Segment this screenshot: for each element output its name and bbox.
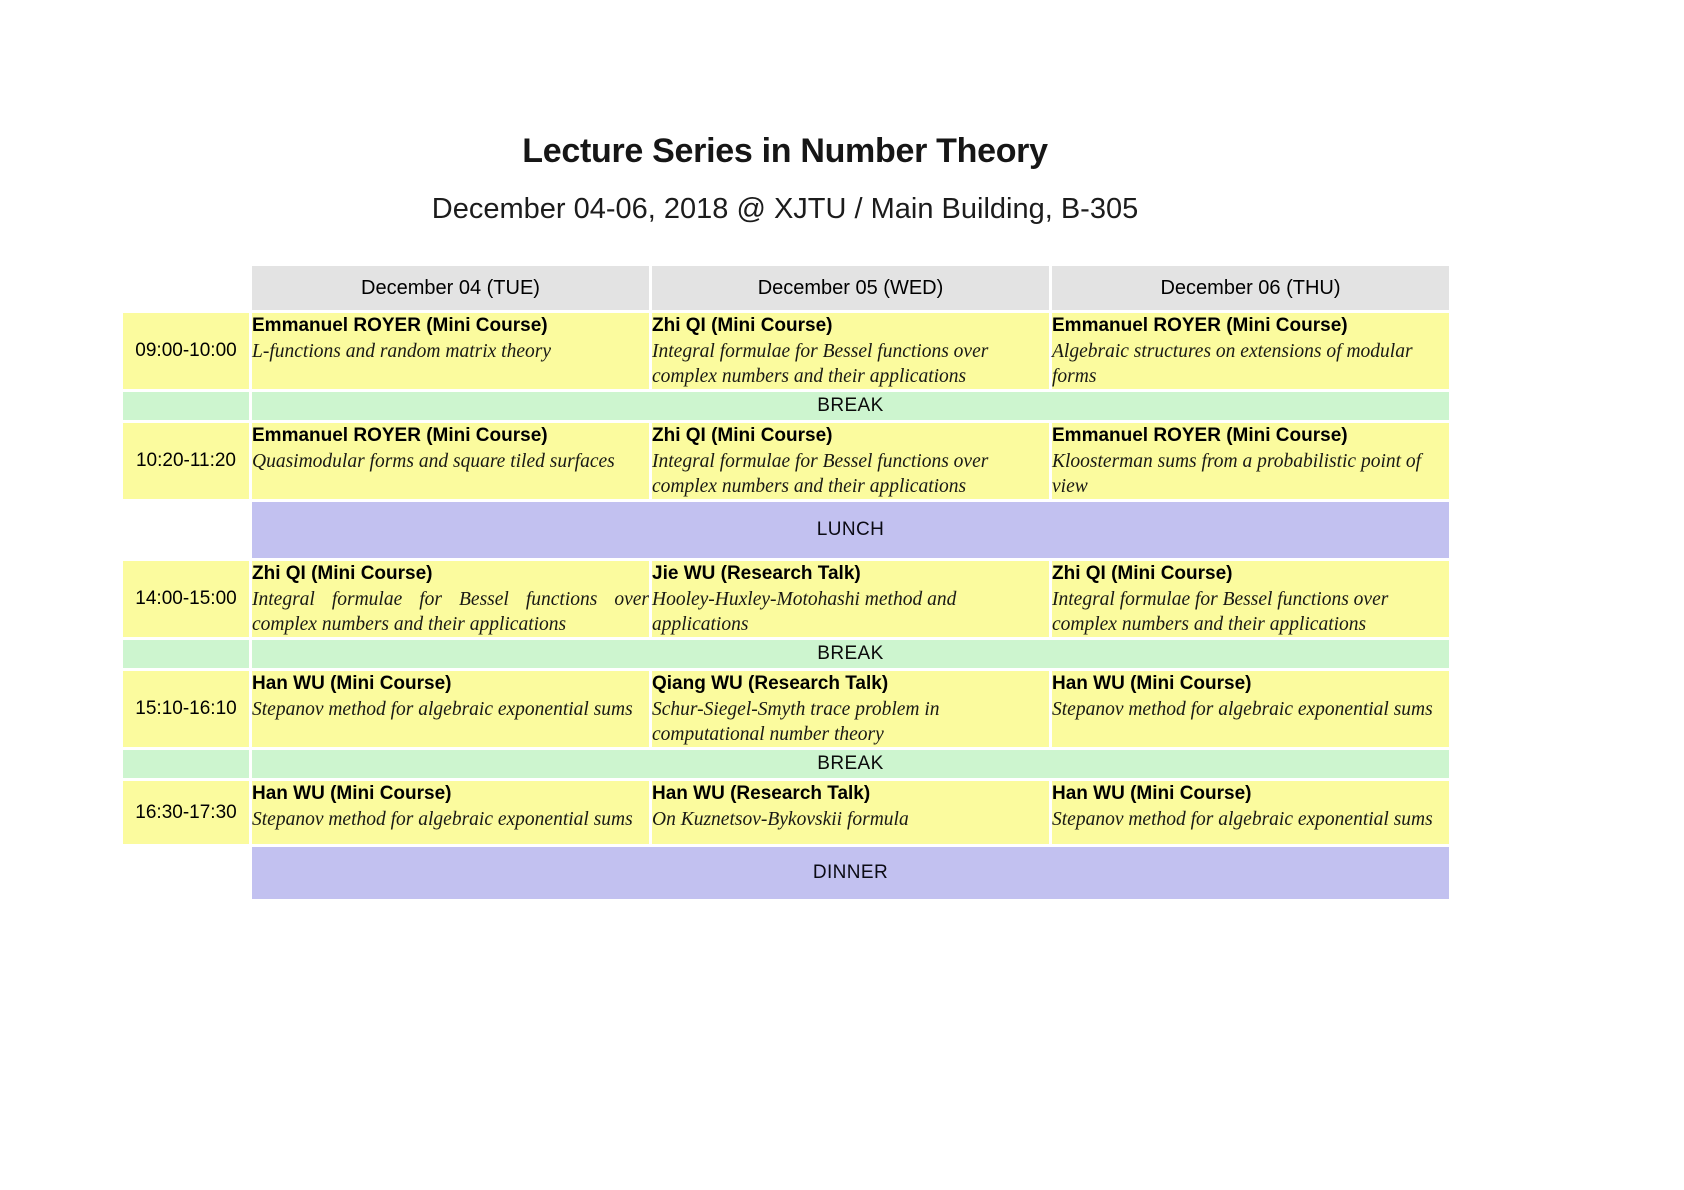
page-title: Lecture Series in Number Theory (522, 132, 1048, 170)
lunch-row (122, 501, 1451, 560)
session-cell (651, 780, 1051, 846)
page-subtitle: December 04-06, 2018 @ XJTU / Main Building, B-305 (431, 193, 1139, 225)
talk-title: On Kuznetsov-Bykovskii formula (652, 809, 909, 830)
session-cell (1051, 670, 1451, 749)
session-cell (1051, 780, 1451, 846)
speaker-name: Emmanuel ROYER (Mini Course) (252, 315, 548, 336)
session-cell (651, 670, 1051, 749)
time-label: 14:00-15:00 (122, 560, 251, 639)
time-label: 09:00-10:00 (122, 312, 251, 391)
talk-title: Stepanov method for algebraic exponential sums (252, 809, 633, 830)
speaker-name: Emmanuel ROYER (Mini Course) (252, 425, 548, 446)
session-cell (251, 780, 651, 846)
speaker-name: Han WU (Mini Course) (252, 783, 452, 804)
day-header-wed: December 05 (WED) (651, 265, 1051, 312)
session-cell (1051, 560, 1451, 639)
speaker-name: Zhi QI (Mini Course) (1052, 563, 1233, 584)
talk-title: Schur-Siegel-Smyth trace problem in computational number theory (652, 699, 940, 745)
talk-title: Kloosterman sums from a probabilistic point of view (1052, 451, 1422, 497)
break-label: BREAK (251, 391, 1451, 422)
talk-title: Integral formulae for Bessel functions over complex numbers and their applications (252, 589, 649, 635)
corner-cell (122, 265, 251, 312)
speaker-name: Han WU (Mini Course) (252, 673, 452, 694)
day-header-tue: December 04 (TUE) (251, 265, 651, 312)
session-cell (1051, 422, 1451, 501)
talk-title: Stepanov method for algebraic exponential sums (1052, 699, 1433, 720)
session-cell (651, 560, 1051, 639)
break-label: BREAK (251, 639, 1451, 670)
day-header-thu: December 06 (THU) (1051, 265, 1451, 312)
session-cell (651, 422, 1051, 501)
speaker-name: Han WU (Mini Course) (1052, 673, 1252, 694)
break-row (122, 749, 1451, 780)
speaker-name: Zhi QI (Mini Course) (252, 563, 433, 584)
session-cell (251, 422, 651, 501)
speaker-name: Emmanuel ROYER (Mini Course) (1052, 315, 1348, 336)
talk-title: Algebraic structures on extensions of modular forms (1052, 341, 1413, 387)
break-time-spacer (122, 639, 251, 670)
dinner-label: DINNER (251, 846, 1451, 901)
lunch-time-spacer (122, 501, 251, 560)
session-row-1020 (122, 422, 1451, 501)
session-cell (251, 670, 651, 749)
session-cell (251, 560, 651, 639)
talk-title: Stepanov method for algebraic exponential sums (1052, 809, 1433, 830)
speaker-name: Jie WU (Research Talk) (652, 563, 861, 584)
session-cell (251, 312, 651, 391)
session-row-0900 (122, 312, 1451, 391)
talk-title: Integral formulae for Bessel functions over complex numbers and their applications (652, 451, 989, 497)
page-content (120, 0, 1450, 902)
talk-title: Hooley-Huxley-Motohashi method and applications (652, 589, 957, 635)
speaker-name: Emmanuel ROYER (Mini Course) (1052, 425, 1348, 446)
talk-title: Stepanov method for algebraic exponential sums (252, 699, 633, 720)
speaker-name: Zhi QI (Mini Course) (652, 425, 833, 446)
session-cell (1051, 312, 1451, 391)
speaker-name: Han WU (Mini Course) (1052, 783, 1252, 804)
dinner-row (122, 846, 1451, 901)
dinner-time-spacer (122, 846, 251, 901)
talk-title: Quasimodular forms and square tiled surfaces (252, 451, 615, 472)
session-row-1400 (122, 560, 1451, 639)
speaker-name: Zhi QI (Mini Course) (652, 315, 833, 336)
break-label: BREAK (251, 749, 1451, 780)
speaker-name: Han WU (Research Talk) (652, 783, 871, 804)
break-row (122, 391, 1451, 422)
session-cell (651, 312, 1051, 391)
time-label: 16:30-17:30 (122, 780, 251, 846)
break-row (122, 639, 1451, 670)
speaker-name: Qiang WU (Research Talk) (652, 673, 889, 694)
time-label: 15:10-16:10 (122, 670, 251, 749)
break-time-spacer (122, 749, 251, 780)
session-row-1630 (122, 780, 1451, 846)
schedule-table (120, 263, 1452, 902)
talk-title: Integral formulae for Bessel functions over complex numbers and their applications (652, 341, 989, 387)
day-header-row (122, 265, 1451, 312)
time-label: 10:20-11:20 (122, 422, 251, 501)
session-row-1510 (122, 670, 1451, 749)
break-time-spacer (122, 391, 251, 422)
talk-title: L-functions and random matrix theory (252, 341, 551, 362)
talk-title: Integral formulae for Bessel functions over complex numbers and their applications (1052, 589, 1389, 635)
lunch-label: LUNCH (251, 501, 1451, 560)
